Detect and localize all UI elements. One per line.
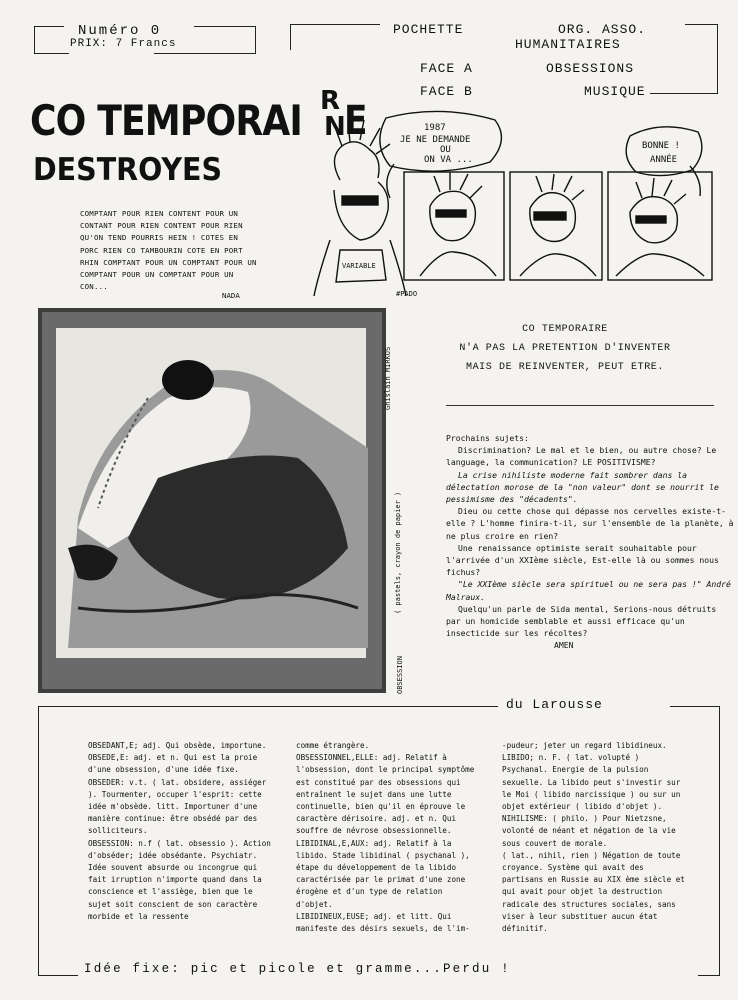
humanitaires-label: HUMANITAIRES — [515, 37, 621, 52]
topics-paragraph: La crise nihiliste moderne fait sombrer dans la délectation morose de la "non valeur" dont se nourrit le pessimisme des "décadents". — [446, 469, 719, 505]
dictionary-entry: comme étrangère. — [296, 741, 370, 750]
comic-bubble-line3: OU — [440, 145, 451, 155]
intro-signature: NADA — [222, 291, 240, 300]
tagline-line3: MAIS DE REINVENTER, PEUT ETRE. — [465, 362, 665, 373]
comic-shirt-text: VARIABLE — [342, 262, 376, 270]
masthead-letter-r: R — [320, 86, 341, 116]
issue-number: Numéro 0 — [78, 23, 162, 39]
comic-bubble2-line1: BONNE ! — [642, 141, 680, 151]
footer-slogan: Idée fixe: pic et picole et gramme...Perdu ! — [84, 962, 511, 976]
masthead-letter-n: N — [324, 112, 346, 142]
dictionary-column-2 — [296, 740, 480, 935]
dictionary-entry: -pudeur; jeter un regard libidineux. — [502, 741, 667, 750]
topics-signoff: AMEN — [554, 640, 574, 651]
tagline-line2: N'A PAS LA PRETENTION D'INVENTER — [459, 343, 671, 354]
topics-heading: Prochains sujets: — [446, 433, 529, 443]
obsession-artwork — [38, 308, 386, 693]
masthead-letter-e: E — [344, 98, 368, 144]
tagline — [420, 320, 710, 377]
comic-bubble-line4: ON VA ... — [424, 155, 473, 165]
face-a-label: FACE A — [420, 61, 473, 76]
dictionary-entry: OBSESSION: n.f ( lat. obsessio ). Action d'obséder; idée obsédante. Psychiatr. Idée souvent absurde ou incongrue qui fait irruption n'importe quand dans la conscience et l'assiège, bien que le sujet soit conscient de son caractère morbide et la ressente — [88, 838, 271, 921]
dictionary-entry: LIBIDINAL,E,AUX: adj. Relatif à la libido. Stade libidinal ( psychanal ), étape du développement de la libido caractérisée par le primat d'une zone érogène et d'un type de relation d'objet. — [296, 838, 470, 909]
comic-strip — [290, 100, 720, 300]
section-divider — [446, 405, 714, 406]
next-topics — [446, 432, 734, 652]
dictionary-entry: LIBIDINEUX,EUSE; adj. et litt. Qui manifeste des désirs sexuels, de l'im- — [296, 911, 470, 934]
dictionary-entry: NIHILISME: ( philo. ) Pour Nietzsne, volonté de néant et négation de la vie sous couvert de morale. — [502, 814, 676, 848]
topics-paragraph: Quelqu'un parle de Sida mental, Serions-nous détruits par un homicide semblable et aussi efficace qu'un insecticide sur les récoltes? — [446, 603, 717, 639]
masthead-title: CO TEMPORAI — [30, 96, 302, 145]
pochette-label: POCHETTE — [393, 22, 464, 37]
topics-paragraph: Discrimination? Le mal et le bien, ou autre chose? Le language, la communication? LE POSITIVISME? — [446, 445, 717, 468]
dictionary-entry: OBSEDE,E: adj. et n. Qui est la proie d'une obsession, d'une idée fixe. — [88, 753, 258, 775]
face-b-label: FACE B — [420, 84, 473, 99]
comic-signature: #PADO — [396, 290, 418, 298]
artwork-caption-title: OBSESSION — [396, 656, 404, 694]
dictionary-column-1 — [88, 740, 272, 923]
intro-poem: COMPTANT POUR RIEN CONTENT POUR UN CONTANT POUR RIEN CONTENT POUR RIEN QU'ON TEND POURRIS HEIN ! COTES EN PORC RIEN CO TAMBOURIN COTE EN PORT RHIN COMPTANT POUR UN COMPTANT POUR UN COMPTANT POUR UN COMPTANT POUR UN CON... — [80, 209, 257, 292]
topics-paragraph: Dieu ou cette chose qui dépasse nos cervelles existe-t-elle ? L'homme finira-t-il, sur l'ensemble de la planète, à ne plus croire en rien? — [446, 506, 734, 541]
dictionary-heading: du Larousse — [500, 697, 609, 712]
comic-bubble-year: 1987 — [424, 123, 446, 133]
topics-quote: "Le XXIème siècle sera spirituel ou ne sera pas !" André Malraux. — [446, 579, 731, 602]
musique-label: MUSIQUE — [584, 84, 646, 99]
dictionary-entry: LIBIDO; n. F. ( lat. volupté ) Psychanal. Energie de la pulsion sexuelle. La libido peut s'investir sur le Moi ( libido narcissique ) ou sur un objet extérieur ( libido d'objet ). — [502, 753, 681, 812]
tagline-line1: CO TEMPORAIRE — [522, 324, 608, 335]
comic-bubble-line2: JE NE DEMANDE — [400, 135, 471, 145]
dictionary-entry: OBSESSIONNEL,ELLE: adj. Relatif à l'obsession, dont le principal symptôme est constitué par des obsessions qui entraînent le sujet dans une lutte continuelle, bien qu'il en éprouve le caractère dérisoire. adj. et n. Qui souffre de névrose obsessionnelle. — [296, 753, 475, 836]
dictionary-entry: OBSEDER: v.t. ( lat. obsidere, assiéger ). Tourmenter, occuper l'esprit: cette idée m'obsède. litt. Importuner d'une manière continue: être obsédé par des solliciteurs. — [88, 777, 267, 836]
masthead-subtitle: DESTROYES — [33, 152, 223, 188]
comic-bubble2-line2: ANNÉE — [650, 155, 678, 165]
contents-box — [290, 22, 718, 94]
obsessions-label: OBSESSIONS — [546, 61, 635, 76]
artwork-caption-artist: Ghislain MIRKOS — [384, 346, 392, 410]
dictionary-column-3 — [502, 740, 686, 935]
dictionary-entry: ( lat., nihil, rien ) Négation de toute croyance. Système qui avait des partisans en Russie au XIX ème siècle et qui avait pour objet la destruction radicale des structures sociales, sans viser à leur substituer aucun état définitif. — [502, 850, 685, 934]
topics-paragraph: Une renaissance optimiste serait souhaitable pour l'arrivée d'un XXIème siècle, Est-elle là ou sommes nous fichus? — [446, 542, 719, 578]
dictionary-entry: OBSEDANT,E; adj. Qui obsède, importune. — [88, 741, 267, 750]
org-asso-label: ORG. ASSO. — [558, 22, 647, 37]
artwork-caption-medium: ( pastels, crayon de papier ) — [394, 491, 402, 614]
issue-price: PRIX: 7 Francs — [70, 38, 177, 50]
